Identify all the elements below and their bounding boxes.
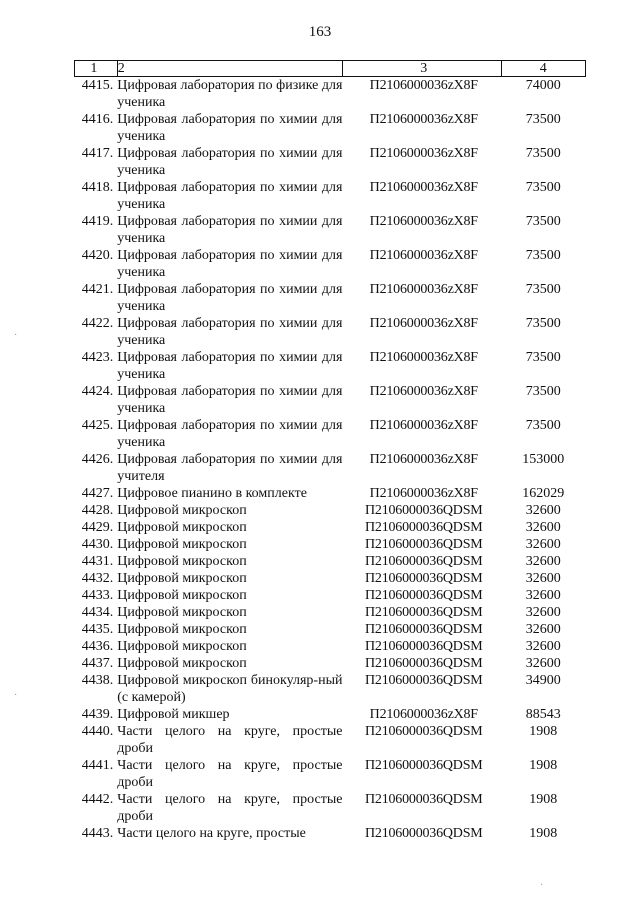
item-code: П2106000036QDSM: [364, 673, 483, 688]
row-number: 4424.: [81, 384, 114, 399]
item-name: Цифровой микроскоп: [117, 520, 247, 535]
table-row: [75, 638, 586, 655]
row-number: 4422.: [81, 316, 114, 331]
item-price: 73500: [525, 282, 561, 297]
item-price: 34900: [525, 673, 561, 688]
column-header-2: 2: [117, 61, 342, 77]
table-row: [75, 77, 586, 112]
row-number: 4436.: [81, 639, 114, 654]
item-price: 1908: [529, 724, 558, 739]
item-code: П2106000036QDSM: [364, 537, 483, 552]
table-row: [75, 315, 586, 349]
item-name: Цифровая лаборатория по химии для ученика: [117, 350, 343, 382]
item-price: 32600: [525, 554, 561, 569]
item-price: 73500: [525, 248, 561, 263]
table-row: [75, 553, 586, 570]
item-code: П2106000036zX8F: [369, 418, 478, 433]
item-price: 73500: [525, 180, 561, 195]
item-code: П2106000036zX8F: [369, 486, 478, 501]
row-number: 4428.: [81, 503, 114, 518]
item-price: 1908: [529, 826, 558, 841]
item-name: Части целого на круге, простые дроби: [117, 758, 343, 790]
table-row: [75, 213, 586, 247]
table-row: [75, 111, 586, 145]
column-header-3: 3: [342, 61, 501, 77]
item-code: П2106000036QDSM: [364, 656, 483, 671]
item-code: П2106000036QDSM: [364, 571, 483, 586]
item-name: Цифровая лаборатория по химии для ученика: [117, 214, 343, 246]
item-name: Цифровой микроскоп: [117, 571, 247, 586]
item-code: П2106000036QDSM: [364, 605, 483, 620]
item-price: 74000: [525, 78, 561, 93]
table-row: [75, 536, 586, 553]
item-name: Части целого на круге, простые дроби: [117, 724, 343, 756]
item-name: Цифровая лаборатория по химии для ученика: [117, 112, 343, 144]
item-code: П2106000036QDSM: [364, 554, 483, 569]
item-code: П2106000036zX8F: [369, 384, 478, 399]
table-row: [75, 519, 586, 536]
item-code: П2106000036zX8F: [369, 248, 478, 263]
row-number: 4421.: [81, 282, 114, 297]
item-name: Цифровая лаборатория по химии для ученика: [117, 384, 343, 416]
item-price: 73500: [525, 146, 561, 161]
item-name: Цифровая лаборатория по химии для ученика: [117, 180, 343, 212]
table-row: [75, 587, 586, 604]
table-row: [75, 604, 586, 621]
item-price: 32600: [525, 656, 561, 671]
table-row: [75, 706, 586, 723]
row-number: 4419.: [81, 214, 114, 229]
item-price: 88543: [525, 707, 561, 722]
row-number: 4434.: [81, 605, 114, 620]
row-number: 4438.: [81, 673, 114, 688]
item-name: Цифровой микроскоп: [117, 656, 247, 671]
table-row: [75, 145, 586, 179]
item-price: 73500: [525, 350, 561, 365]
item-name: Цифровая лаборатория по химии для учителя: [117, 452, 343, 484]
table-row: [75, 757, 586, 791]
row-number: 4416.: [81, 112, 114, 127]
table-row: [75, 281, 586, 315]
margin-mark: ·: [14, 330, 18, 341]
table-row: [75, 247, 586, 281]
item-name: Цифровая лаборатория по химии для ученика: [117, 316, 343, 348]
price-table: [74, 60, 586, 842]
table-row: [75, 383, 586, 417]
table-row: [75, 825, 586, 842]
item-name: Цифровой микроскоп: [117, 554, 247, 569]
row-number: 4418.: [81, 180, 114, 195]
table-row: [75, 485, 586, 502]
row-number: 4420.: [81, 248, 114, 263]
row-number: 4439.: [81, 707, 114, 722]
table-header-row: [75, 61, 586, 77]
item-code: П2106000036QDSM: [364, 520, 483, 535]
item-price: 32600: [525, 588, 561, 603]
row-number: 4443.: [81, 826, 114, 841]
row-number: 4426.: [81, 452, 114, 467]
row-number: 4427.: [81, 486, 114, 501]
row-number: 4437.: [81, 656, 114, 671]
item-name: Цифровая лаборатория по физике для ученика: [117, 78, 343, 110]
item-code: П2106000036QDSM: [364, 724, 483, 739]
item-price: 32600: [525, 520, 561, 535]
item-code: П2106000036zX8F: [369, 78, 478, 93]
item-code: П2106000036zX8F: [369, 180, 478, 195]
item-code: П2106000036zX8F: [369, 112, 478, 127]
item-code: П2106000036QDSM: [364, 622, 483, 637]
item-code: П2106000036QDSM: [364, 792, 483, 807]
row-number: 4440.: [81, 724, 114, 739]
item-code: П2106000036QDSM: [364, 758, 483, 773]
row-number: 4417.: [81, 146, 114, 161]
item-code: П2106000036zX8F: [369, 452, 478, 467]
row-number: 4431.: [81, 554, 114, 569]
row-number: 4433.: [81, 588, 114, 603]
item-name: Цифровой микроскоп: [117, 622, 247, 637]
item-name: Цифровой микроскоп бинокуляр-ный (с камерой): [117, 673, 343, 705]
item-name: Части целого на круге, простые: [117, 826, 306, 841]
item-name: Цифровая лаборатория по химии для ученика: [117, 146, 343, 178]
table-row: [75, 451, 586, 485]
item-code: П2106000036QDSM: [364, 826, 483, 841]
row-number: 4435.: [81, 622, 114, 637]
item-price: 32600: [525, 571, 561, 586]
item-name: Цифровой микроскоп: [117, 639, 247, 654]
row-number: 4429.: [81, 520, 114, 535]
item-price: 153000: [522, 452, 565, 467]
item-price: 32600: [525, 605, 561, 620]
row-number: 4430.: [81, 537, 114, 552]
table-row: [75, 655, 586, 672]
item-code: П2106000036QDSM: [364, 588, 483, 603]
item-code: П2106000036zX8F: [369, 350, 478, 365]
item-code: П2106000036zX8F: [369, 214, 478, 229]
item-code: П2106000036QDSM: [364, 639, 483, 654]
item-name: Цифровая лаборатория по химии для ученика: [117, 282, 343, 314]
item-name: Цифровой микроскоп: [117, 503, 247, 518]
table-row: [75, 349, 586, 383]
table-row: [75, 723, 586, 757]
item-price: 73500: [525, 316, 561, 331]
page-number: 163: [308, 24, 332, 40]
row-number: 4425.: [81, 418, 114, 433]
item-price: 32600: [525, 622, 561, 637]
item-price: 73500: [525, 214, 561, 229]
item-name: Цифровое пианино в комплекте: [117, 486, 307, 501]
item-price: 32600: [525, 537, 561, 552]
row-number: 4441.: [81, 758, 114, 773]
table-row: [75, 502, 586, 519]
item-name: Цифровая лаборатория по химии для ученика: [117, 248, 343, 280]
item-price: 32600: [525, 503, 561, 518]
row-number: 4415.: [81, 78, 114, 93]
column-header-1: 1: [75, 61, 118, 77]
item-name: Цифровая лаборатория по химии для ученика: [117, 418, 343, 450]
item-price: 73500: [525, 418, 561, 433]
item-code: П2106000036zX8F: [369, 316, 478, 331]
row-number: 4442.: [81, 792, 114, 807]
item-name: Цифровой микроскоп: [117, 537, 247, 552]
item-code: П2106000036zX8F: [369, 282, 478, 297]
margin-mark: ·: [540, 880, 544, 891]
table-body: [75, 77, 586, 843]
margin-mark: ·: [14, 690, 18, 701]
table-row: [75, 417, 586, 451]
item-price: 32600: [525, 639, 561, 654]
item-price: 1908: [529, 792, 558, 807]
item-price: 73500: [525, 112, 561, 127]
row-number: 4432.: [81, 571, 114, 586]
item-name: Цифровой микшер: [117, 707, 230, 722]
table-row: [75, 672, 586, 706]
item-name: Цифровой микроскоп: [117, 588, 247, 603]
item-code: П2106000036QDSM: [364, 503, 483, 518]
item-price: 1908: [529, 758, 558, 773]
table-row: [75, 570, 586, 587]
column-header-4: 4: [501, 61, 585, 77]
item-name: Цифровой микроскоп: [117, 605, 247, 620]
row-number: 4423.: [81, 350, 114, 365]
item-price: 162029: [522, 486, 565, 501]
table-row: [75, 791, 586, 825]
table-row: [75, 621, 586, 638]
item-name: Части целого на круге, простые дроби: [117, 792, 343, 824]
table-row: [75, 179, 586, 213]
item-code: П2106000036zX8F: [369, 707, 478, 722]
item-code: П2106000036zX8F: [369, 146, 478, 161]
item-price: 73500: [525, 384, 561, 399]
